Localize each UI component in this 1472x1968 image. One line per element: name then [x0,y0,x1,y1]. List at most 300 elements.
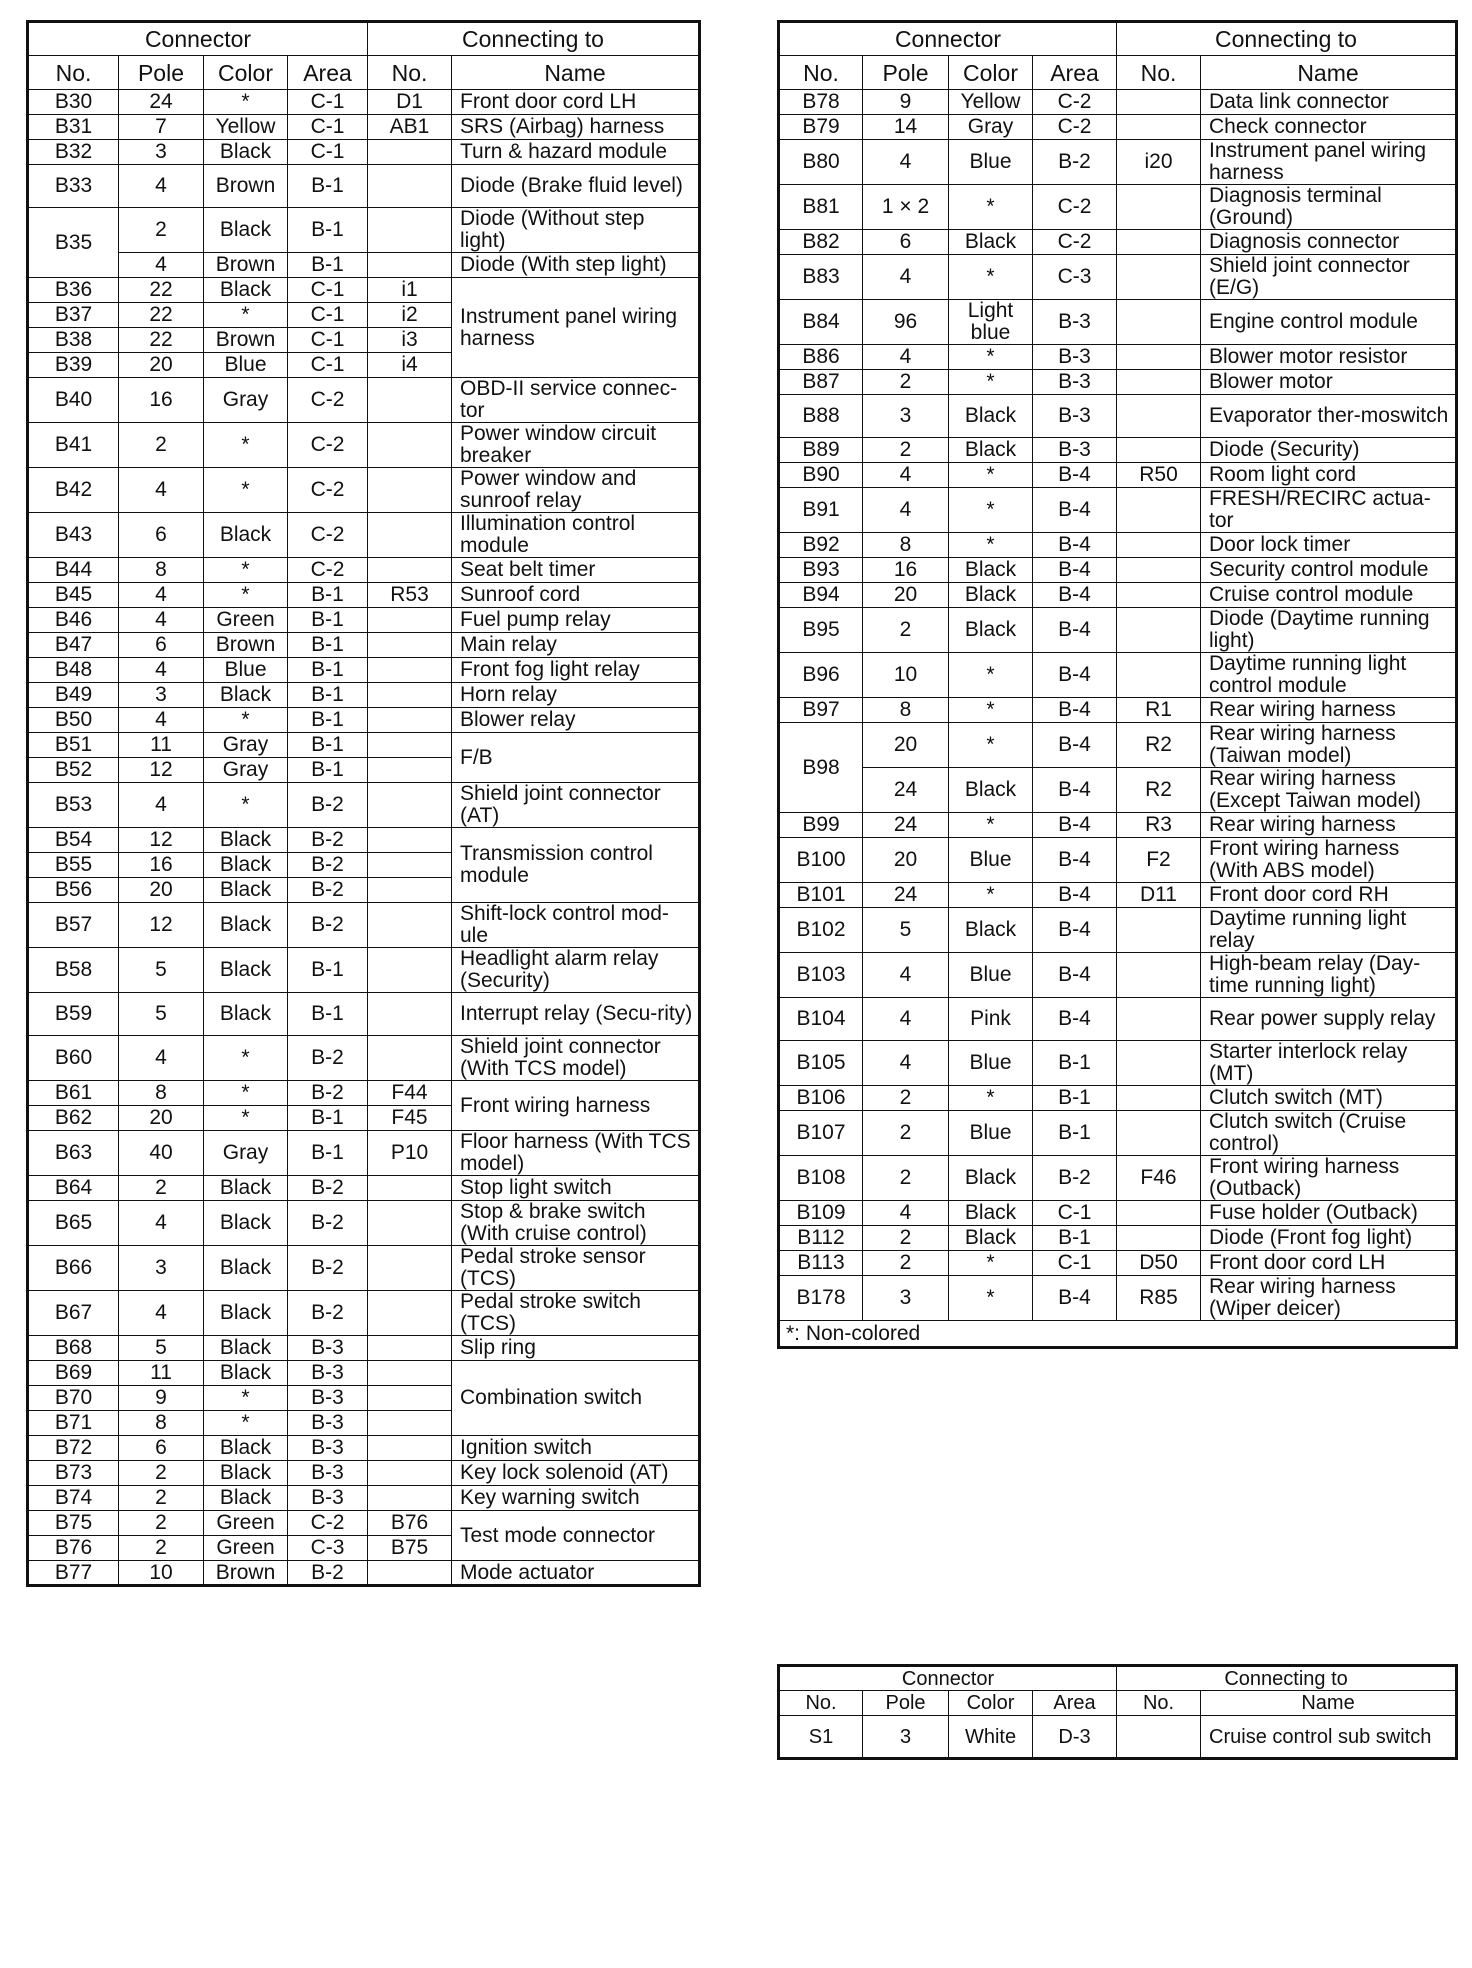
table-row [28,903,700,948]
cell-connector-no: B64 [28,1176,119,1201]
cell-pole: 4 [119,583,204,608]
cell-connecting-no [1117,438,1201,463]
cell-connector-no: B60 [28,1036,119,1081]
table-row [779,533,1457,558]
cell-pole: 4 [863,488,949,533]
cell-pole: 2 [863,1226,949,1251]
cell-area: B-2 [288,1176,368,1201]
table-row [28,513,700,558]
cell-connector-no: B92 [779,533,863,558]
table-row [28,558,700,583]
cell-connector-no: B43 [28,513,119,558]
cell-area: C-2 [288,513,368,558]
cell-pole: 2 [119,208,204,253]
cell-name: Clutch switch (Cruise control) [1201,1111,1457,1156]
cell-color: Black [204,828,288,853]
cell-pole: 3 [119,140,204,165]
cell-color: * [949,1086,1033,1111]
cell-pole: 10 [863,653,949,698]
cell-connector-no: B72 [28,1436,119,1461]
cell-area: B-4 [1033,813,1117,838]
cell-connector-no: B63 [28,1131,119,1176]
cell-area: B-3 [288,1436,368,1461]
cell-connector-no: B30 [28,90,119,115]
cell-connector-no: B90 [779,463,863,488]
cell-color: * [204,1106,288,1131]
cell-pole: 2 [119,1536,204,1561]
cell-name: Sunroof cord [452,583,700,608]
cell-area: B-1 [288,608,368,633]
cell-pole: 6 [863,230,949,255]
table-row [779,1156,1457,1201]
cell-connector-no: B105 [779,1041,863,1086]
cell-color: Black [204,1176,288,1201]
table-row [28,733,700,758]
cell-connecting-no [1117,533,1201,558]
cell-area: B-4 [1033,723,1117,768]
cell-name: Mode actuator [452,1561,700,1586]
cell-connector-no: B36 [28,278,119,303]
header-columns-row [28,56,700,90]
cell-color: Black [204,1361,288,1386]
cell-pole: 24 [863,768,949,813]
cell-color: * [949,883,1033,908]
cell-connecting-no [1117,558,1201,583]
cell-area: B-4 [1033,768,1117,813]
cell-connecting-no [368,1291,452,1336]
cell-pole: 9 [119,1386,204,1411]
cell-area: B-2 [288,1246,368,1291]
cell-pole: 20 [119,353,204,378]
cell-pole: 2 [119,1176,204,1201]
cell-connecting-no: R2 [1117,768,1201,813]
cell-connector-no: B53 [28,783,119,828]
table-row [28,1511,700,1536]
header-group-row [779,22,1457,56]
cell-connector-no: B38 [28,328,119,353]
table-row [28,828,700,853]
cell-connecting-no [368,948,452,993]
cell-pole: 12 [119,903,204,948]
cell-connector-no: B76 [28,1536,119,1561]
cell-pole: 5 [119,948,204,993]
cell-connector-no: B42 [28,468,119,513]
cell-area: C-1 [288,303,368,328]
cell-area: B-2 [288,783,368,828]
cell-pole: 8 [863,533,949,558]
table-row [779,1111,1457,1156]
cell-connector-no: B82 [779,230,863,255]
cell-connecting-no: i4 [368,353,452,378]
cell-name: Front door cord RH [1201,883,1457,908]
cell-pole: 24 [863,883,949,908]
cell-color: Black [204,1336,288,1361]
cell-pole: 2 [119,1511,204,1536]
cell-area: C-1 [1033,1251,1117,1276]
cell-name: Floor harness (With TCS model) [452,1131,700,1176]
cell-pole: 4 [119,468,204,513]
cell-name: Seat belt timer [452,558,700,583]
table-row [779,838,1457,883]
table-row [28,1336,700,1361]
cell-name: Blower relay [452,708,700,733]
cell-pole: 4 [863,345,949,370]
cell-connecting-no: R53 [368,583,452,608]
cell-color: Black [204,853,288,878]
header-connector: Connector [779,22,1117,56]
table-row [28,378,700,423]
cell-area: B-2 [1033,140,1117,185]
cell-connector-no: B32 [28,140,119,165]
cell-connecting-no [1117,608,1201,653]
cell-area: C-2 [288,558,368,583]
table-row [28,948,700,993]
table-row [28,658,700,683]
cell-area: C-2 [1033,185,1117,230]
cell-color: Black [204,948,288,993]
cell-connecting-no [368,1486,452,1511]
cell-pole: 4 [119,165,204,208]
cell-color: * [204,783,288,828]
cell-pole: 2 [119,1486,204,1511]
cell-color: * [204,1081,288,1106]
cell-color: Black [949,438,1033,463]
cell-color: Black [204,513,288,558]
cell-area: B-3 [1033,438,1117,463]
cell-name: Pedal stroke switch (TCS) [452,1291,700,1336]
cell-name: Power window circuit breaker [452,423,700,468]
cell-connecting-no: AB1 [368,115,452,140]
cell-name: SRS (Airbag) harness [452,115,700,140]
cell-pole: 22 [119,328,204,353]
cell-pole: 4 [119,708,204,733]
table-row [28,423,700,468]
cell-name: Stop light switch [452,1176,700,1201]
cell-pole: 4 [119,608,204,633]
cell-color: Blue [949,1041,1033,1086]
table-row [779,463,1457,488]
cell-name: Starter interlock relay (MT) [1201,1041,1457,1086]
cell-connector-no: S1 [779,1716,863,1759]
cell-connector-no: B84 [779,300,863,345]
cell-color: Brown [204,633,288,658]
cell-pole: 2 [863,1111,949,1156]
cell-color: Black [204,1486,288,1511]
cell-connecting-no [368,733,452,758]
cell-color: Blue [949,838,1033,883]
cell-name: Front wiring harness [452,1081,700,1131]
cell-color: Black [204,1461,288,1486]
cell-connector-no: B97 [779,698,863,723]
cell-connector-no: B89 [779,438,863,463]
cell-connecting-no: D1 [368,90,452,115]
cell-pole: 5 [863,908,949,953]
cell-color: * [949,345,1033,370]
cell-name: Diagnosis terminal (Ground) [1201,185,1457,230]
header-connecting-to: Connecting to [368,22,700,56]
table-row [779,998,1457,1041]
cell-name: Instrument panel wiring harness [452,278,700,378]
cell-name: Rear wiring harness (Wiper deicer) [1201,1276,1457,1321]
cell-color: Green [204,1536,288,1561]
cell-connector-no: B94 [779,583,863,608]
cell-area: B-1 [288,208,368,253]
cell-pole: 4 [863,140,949,185]
cell-area: B-2 [288,878,368,903]
cell-name: Instrument panel wiring harness [1201,140,1457,185]
cell-connector-no: B81 [779,185,863,230]
cell-connecting-no: R85 [1117,1276,1201,1321]
cell-area: B-1 [288,993,368,1036]
cell-color: * [204,1386,288,1411]
cell-pole: 10 [119,1561,204,1586]
cell-name: Shift-lock control mod-ule [452,903,700,948]
cell-pole: 2 [863,438,949,463]
cell-name: Fuel pump relay [452,608,700,633]
cell-pole: 4 [119,1291,204,1336]
cell-connector-no: B41 [28,423,119,468]
cell-name: Front door cord LH [452,90,700,115]
cell-name: Door lock timer [1201,533,1457,558]
table-row [779,1041,1457,1086]
cell-connector-no: B80 [779,140,863,185]
header-connecting-to: Connecting to [1117,22,1457,56]
cell-name: Rear wiring harness [1201,698,1457,723]
cell-pole: 8 [119,558,204,583]
cell-connecting-no [368,828,452,853]
cell-color: Blue [949,140,1033,185]
cell-name: Rear wiring harness [1201,813,1457,838]
cell-color: Green [204,608,288,633]
cell-name: F/B [452,733,700,783]
cell-pole: 12 [119,758,204,783]
table-row [779,230,1457,255]
cell-color: Black [204,993,288,1036]
cell-connecting-no [368,253,452,278]
cell-connector-no: B73 [28,1461,119,1486]
cell-name: Daytime running light relay [1201,908,1457,953]
cell-connector-no: B70 [28,1386,119,1411]
cell-connector-no: B37 [28,303,119,328]
cell-connector-no: B61 [28,1081,119,1106]
cell-name: Interrupt relay (Secu-rity) [452,993,700,1036]
header-to-no: No. [1117,1691,1201,1716]
cell-color: * [949,370,1033,395]
cell-connecting-no [1117,185,1201,230]
cell-area: C-2 [288,1511,368,1536]
cell-color: * [949,813,1033,838]
cell-pole: 22 [119,278,204,303]
cell-connector-no: B56 [28,878,119,903]
cell-color: Gray [949,115,1033,140]
cell-color: Black [949,608,1033,653]
cell-pole: 24 [119,90,204,115]
cell-area: C-3 [288,1536,368,1561]
cell-color: * [204,583,288,608]
cell-pole: 2 [119,1461,204,1486]
cell-color: Gray [204,733,288,758]
cell-connecting-no [368,658,452,683]
cell-connector-no: B40 [28,378,119,423]
connector-table-small [777,1664,1458,1760]
table-row [28,608,700,633]
cell-area: B-1 [1033,1111,1117,1156]
header-name: Name [452,56,700,90]
cell-connecting-no: F44 [368,1081,452,1106]
cell-area: B-3 [288,1411,368,1436]
table-row [28,140,700,165]
cell-color: * [949,698,1033,723]
table-row [779,768,1457,813]
cell-area: C-2 [288,423,368,468]
table-row [28,783,700,828]
cell-area: B-4 [1033,838,1117,883]
cell-name: Engine control module [1201,300,1457,345]
cell-connector-no: B107 [779,1111,863,1156]
header-columns-row [779,56,1457,90]
cell-connector-no: B95 [779,608,863,653]
table-row [779,908,1457,953]
cell-color: Gray [204,378,288,423]
cell-area: B-4 [1033,488,1117,533]
cell-connecting-no [368,853,452,878]
table-row [28,1291,700,1336]
cell-color: Black [204,278,288,303]
cell-area: B-4 [1033,883,1117,908]
cell-area: C-2 [1033,230,1117,255]
cell-area: C-1 [288,328,368,353]
cell-pole: 11 [119,733,204,758]
cell-pole: 20 [119,1106,204,1131]
cell-connector-no: B52 [28,758,119,783]
cell-connecting-no [368,758,452,783]
cell-color: * [949,1276,1033,1321]
cell-connecting-no: R1 [1117,698,1201,723]
cell-connector-no: B83 [779,255,863,300]
cell-connecting-no [368,140,452,165]
cell-color: Blue [204,658,288,683]
cell-pole: 24 [863,813,949,838]
cell-name: Check connector [1201,115,1457,140]
header-no: No. [779,56,863,90]
cell-area: B-3 [1033,300,1117,345]
cell-connector-no: B104 [779,998,863,1041]
cell-connecting-no [368,558,452,583]
header-color: Color [949,56,1033,90]
cell-color: Black [204,1436,288,1461]
cell-pole: 4 [119,1201,204,1246]
cell-connector-no: B58 [28,948,119,993]
cell-area: B-4 [1033,558,1117,583]
cell-area: B-1 [288,708,368,733]
cell-connector-no: B69 [28,1361,119,1386]
cell-connecting-no [368,878,452,903]
table-row [28,208,700,253]
cell-pole: 3 [863,395,949,438]
cell-connector-no: B77 [28,1561,119,1586]
cell-connector-no: B59 [28,993,119,1036]
cell-connector-no: B47 [28,633,119,658]
table-row [779,698,1457,723]
cell-color: Black [204,903,288,948]
cell-pole: 16 [119,853,204,878]
cell-area: B-3 [288,1336,368,1361]
table-row [779,185,1457,230]
table-row [28,1436,700,1461]
cell-name: Horn relay [452,683,700,708]
cell-pole: 96 [863,300,949,345]
header-pole: Pole [863,1691,949,1716]
cell-connecting-no [368,1036,452,1081]
cell-color: * [204,1411,288,1436]
cell-color: Black [204,878,288,903]
cell-area: B-4 [1033,1276,1117,1321]
cell-connecting-no [368,1411,452,1436]
cell-connecting-no: i3 [368,328,452,353]
cell-name: Main relay [452,633,700,658]
cell-connector-no: B66 [28,1246,119,1291]
cell-name: Security control module [1201,558,1457,583]
cell-area: B-1 [288,1106,368,1131]
table-row [779,883,1457,908]
cell-connector-no: B74 [28,1486,119,1511]
cell-pole: 8 [863,698,949,723]
cell-name: Rear power supply relay [1201,998,1457,1041]
table-row [779,438,1457,463]
cell-color: Light blue [949,300,1033,345]
cell-connector-no: B78 [779,90,863,115]
cell-area: B-3 [1033,370,1117,395]
table-row [779,1251,1457,1276]
cell-connector-no: B102 [779,908,863,953]
table-row [28,683,700,708]
cell-connector-no: B44 [28,558,119,583]
cell-connecting-no [1117,1226,1201,1251]
cell-pole: 20 [863,838,949,883]
cell-connector-no: B50 [28,708,119,733]
cell-pole: 6 [119,633,204,658]
cell-color: Yellow [204,115,288,140]
cell-pole: 5 [119,1336,204,1361]
cell-connecting-no [368,633,452,658]
cell-connecting-no [1117,395,1201,438]
header-group-row [779,1666,1457,1691]
cell-connecting-no [1117,998,1201,1041]
cell-name: Front wiring harness (With ABS model) [1201,838,1457,883]
cell-name: Turn & hazard module [452,140,700,165]
cell-color: * [204,423,288,468]
table-row [779,115,1457,140]
cell-pole: 4 [863,255,949,300]
cell-color: Brown [204,328,288,353]
cell-name: Diode (With step light) [452,253,700,278]
cell-area: C-1 [288,115,368,140]
cell-connecting-no [1117,908,1201,953]
cell-area: B-4 [1033,533,1117,558]
cell-connecting-no [1117,1111,1201,1156]
footnote-non-colored: *: Non-colored [779,1321,1457,1348]
cell-connector-no: B87 [779,370,863,395]
cell-name: Illumination control module [452,513,700,558]
table-row [28,165,700,208]
cell-pole: 3 [863,1716,949,1759]
cell-pole: 8 [119,1081,204,1106]
cell-connecting-no [368,708,452,733]
table-row [779,813,1457,838]
header-no: No. [779,1691,863,1716]
cell-connecting-no: F2 [1117,838,1201,883]
cell-area: B-4 [1033,998,1117,1041]
